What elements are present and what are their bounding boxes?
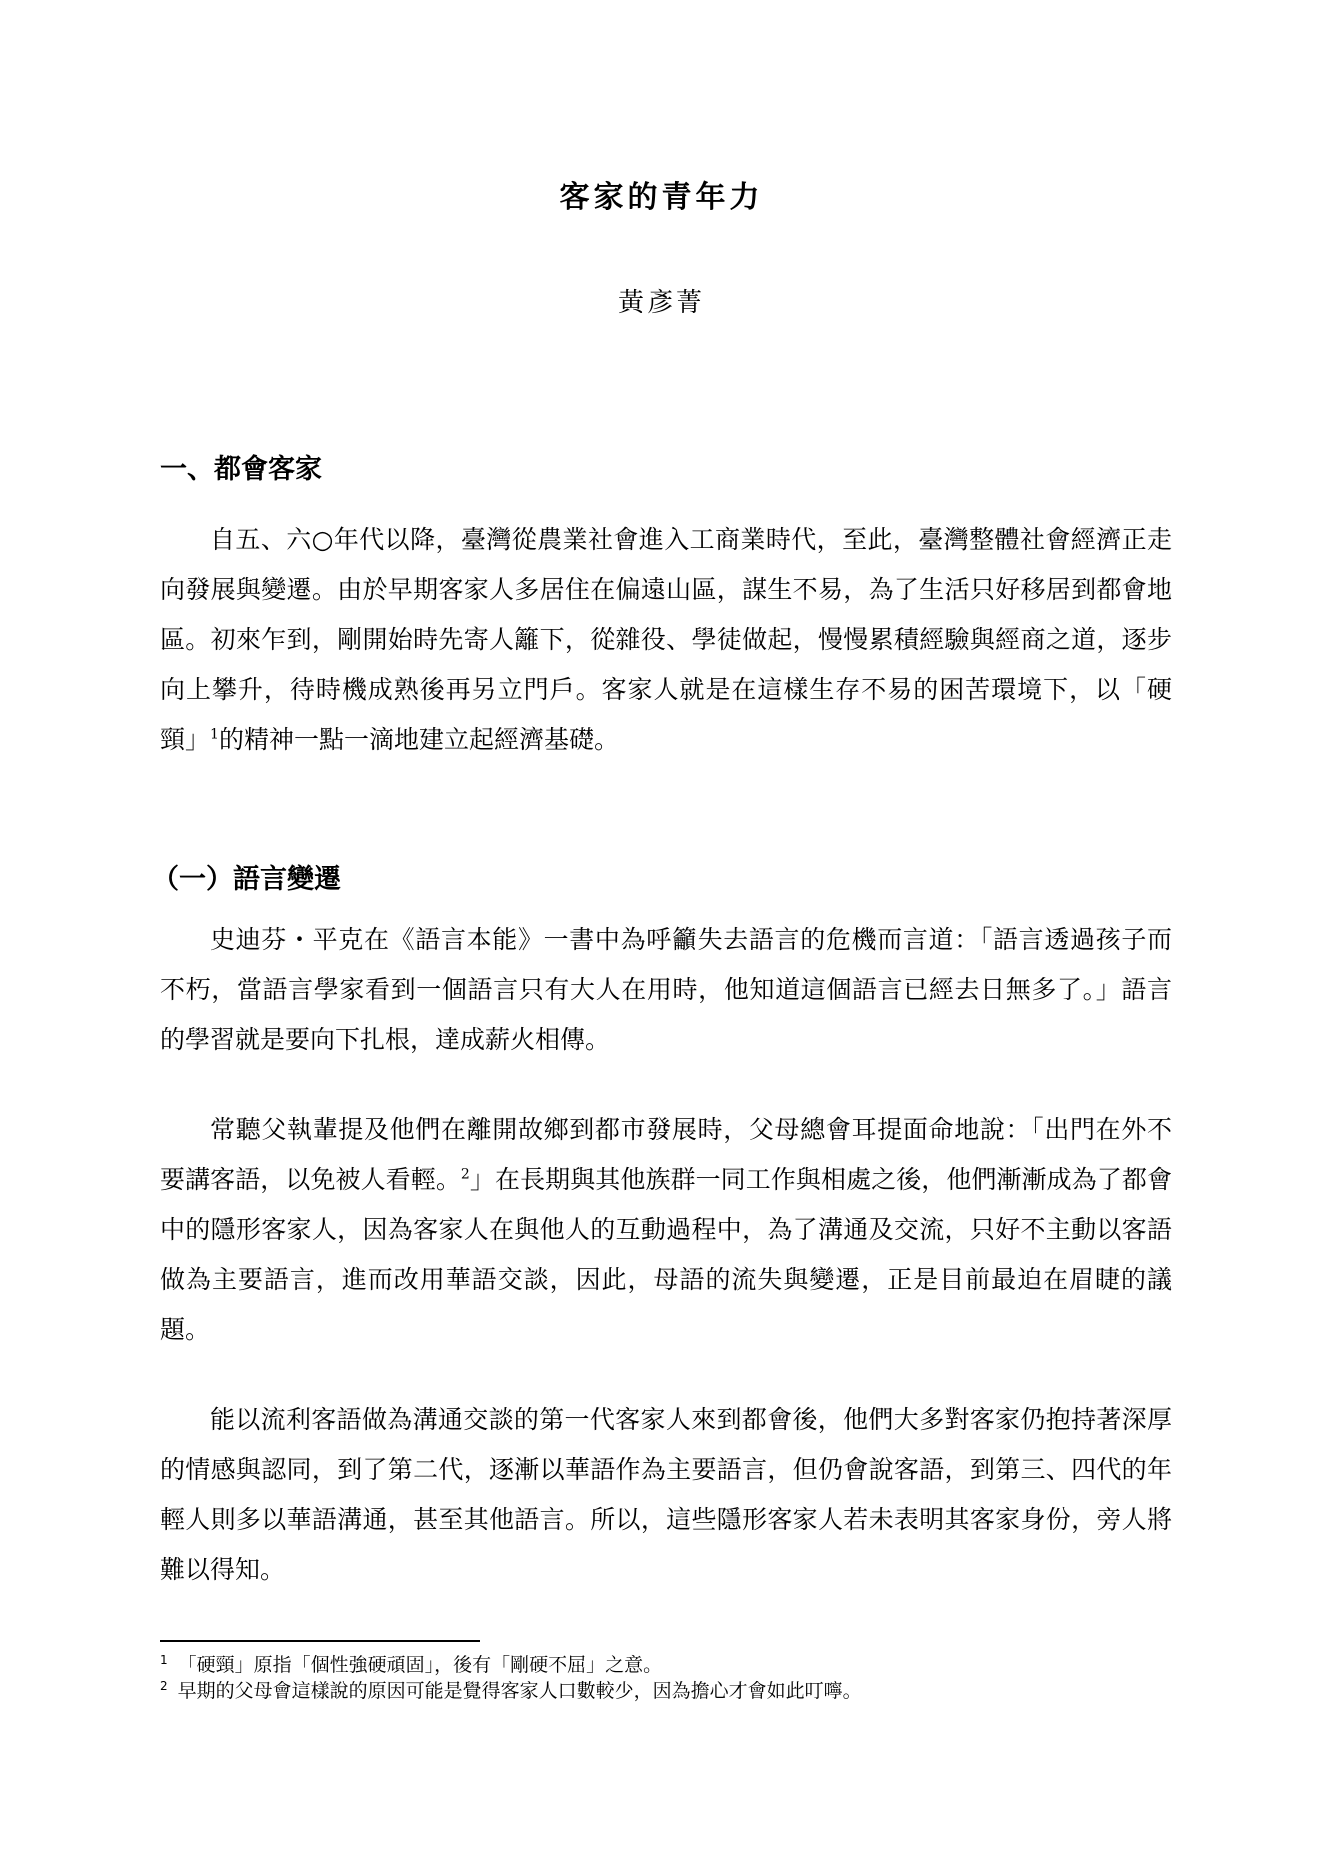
footnote-1 [160,1652,1170,1678]
footnotes [160,1652,1170,1704]
section-heading-urban-hakka: 一、都會客家 [160,454,322,485]
paragraph-generations: 能以流利客語做為溝通交談的第一代客家人來到都會後，他們大多對客家仍抱持著深厚的情感與認同，到了第二代，逐漸以華語作為主要語言，但仍會說客語，到第三、四代的年輕人則多以華語溝通，甚至其他語言。所以，這些隱形客家人若未表明其客家身份，旁人將難以得知。 [160,1405,1172,1584]
paragraph-parents-advice [160,1105,1172,1355]
footnote-number: 1 [160,1652,168,1667]
paragraph-text: 常聽父執輩提及他們在離開故鄉到都市發展時，父母總會耳提面命地說：「出門在外不要講客語，以免被人看輕。 [160,1115,1172,1194]
subsection-heading-language-change: （一）語言變遷 [152,864,341,895]
footnote-reference-1[interactable]: 1 [210,726,219,743]
paragraph-pinker-quote: 史迪芬・平克在《語言本能》一書中為呼籲失去語言的危機而言道：「語言透過孩子而不朽，當語言學家看到一個語言只有大人在用時，他知道這個語言已經去日無多了。」語言的學習就是要向下扎根，達成薪火相傳。 [160,925,1172,1054]
paragraph-text: 自五、六○年代以降，臺灣從農業社會進入工商業時代，至此，臺灣整體社會經濟正走向發展與變遷。由於早期客家人多居住在偏遠山區，謀生不易，為了生活只好移居到都會地區。初來乍到，剛開始時先寄人籬下，從雜役、學徒做起，慢慢累積經驗與經商之道，逐步向上攀升，待時機成熟後再另立門戶。客家人就是在這樣生存不易的困苦環境下，以「硬頸」 [160,525,1172,754]
document-title: 客家的青年力 [559,180,764,215]
footnote-reference-2[interactable]: 2 [460,1166,470,1183]
paragraph-text: 」在長期與其他族群一同工作與相處之後，他們漸漸成為了都會中的隱形客家人，因為客家人在與他人的互動過程中，為了溝通及交流，只好不主動以客語做為主要語言，進而改用華語交談，因此，母語的流失與變遷，正是目前最迫在眉睫的議題。 [160,1165,1172,1344]
paragraph-urban-hakka [160,515,1172,765]
footnote-2 [160,1678,1170,1704]
footnote-text: 早期的父母會這樣說的原因可能是覺得客家人口數較少，因為擔心才會如此叮嚀。 [177,1680,862,1702]
footnote-number: 2 [160,1678,168,1693]
paragraph-text: 的精神一點一滴地建立起經濟基礎。 [218,725,619,754]
author-name: 黃彥菁 [617,288,705,318]
footnote-text: 「硬頸」原指「個性強硬頑固」，後有「剛硬不屈」之意。 [177,1654,663,1676]
footnote-separator [160,1640,480,1642]
